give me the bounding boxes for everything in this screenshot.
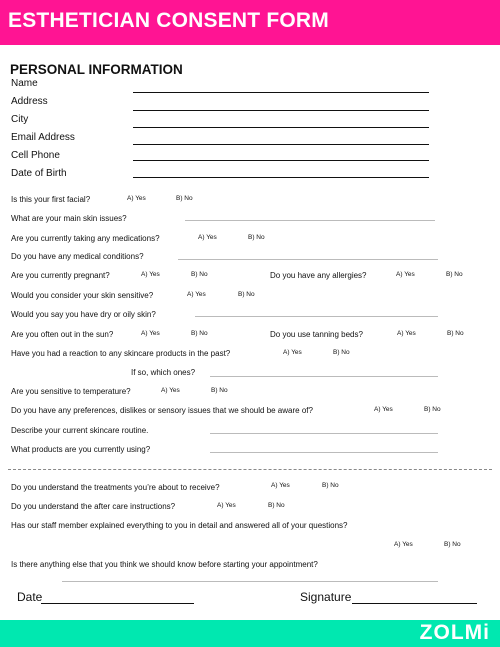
routine-answer[interactable] (210, 433, 438, 434)
preferences-question: Do you have any preferences, dislikes or sensory issues that we should be aware of? (11, 406, 313, 415)
products-answer[interactable] (210, 452, 438, 453)
allergies-question: Do you have any allergies? (270, 271, 367, 280)
address-field[interactable] (133, 110, 429, 111)
brand-logo: ZOLMi (419, 621, 490, 644)
temperature-yes[interactable]: A) Yes (161, 387, 180, 394)
reaction-question: Have you had a reaction to any skincare products in the past? (11, 349, 231, 358)
dob-field[interactable] (133, 177, 429, 178)
section-divider (8, 469, 492, 470)
which-ones-question: If so, which ones? (131, 368, 196, 377)
city-label: City (11, 114, 29, 125)
understand-treatments-question: Do you understand the treatments you’re about to receive? (11, 483, 220, 492)
anything-else-question: Is there anything else that you think we should know before starting your appointment? (11, 560, 318, 569)
dob-label: Date of Birth (11, 168, 67, 179)
allergies-yes[interactable]: A) Yes (396, 271, 415, 278)
personal-info-heading: PERSONAL INFORMATION (10, 62, 183, 77)
temperature-question: Are you sensitive to temperature? (11, 387, 131, 396)
signature-label: Signature (300, 590, 352, 604)
staff-explained-question: Has our staff member explained everything to you in detail and answered all of your questions? (11, 521, 348, 530)
sun-no[interactable]: B) No (191, 330, 208, 337)
name-field[interactable] (133, 92, 429, 93)
medications-question: Are you currently taking any medications? (11, 234, 160, 243)
tanning-yes[interactable]: A) Yes (397, 330, 416, 337)
first-facial-no[interactable]: B) No (176, 195, 193, 202)
medical-conditions-question: Do you have any medical conditions? (11, 252, 144, 261)
understand-treatments-yes[interactable]: A) Yes (271, 482, 290, 489)
sensitive-skin-yes[interactable]: A) Yes (187, 291, 206, 298)
reaction-no[interactable]: B) No (333, 349, 350, 356)
first-facial-yes[interactable]: A) Yes (127, 195, 146, 202)
staff-explained-no[interactable]: B) No (444, 541, 461, 548)
sun-yes[interactable]: A) Yes (141, 330, 160, 337)
email-label: Email Address (11, 132, 75, 143)
reaction-yes[interactable]: A) Yes (283, 349, 302, 356)
dry-oily-answer[interactable] (195, 316, 438, 317)
understand-aftercare-no[interactable]: B) No (268, 502, 285, 509)
city-field[interactable] (133, 127, 429, 128)
pregnant-question: Are you currently pregnant? (11, 271, 110, 280)
preferences-yes[interactable]: A) Yes (374, 406, 393, 413)
dry-oily-question: Would you say you have dry or oily skin? (11, 310, 156, 319)
products-question: What products are you currently using? (11, 445, 151, 454)
cell-phone-label: Cell Phone (11, 150, 60, 161)
skin-issues-question: What are your main skin issues? (11, 214, 127, 223)
address-label: Address (11, 96, 48, 107)
date-label: Date (17, 590, 43, 604)
form-header (0, 0, 500, 45)
understand-treatments-no[interactable]: B) No (322, 482, 339, 489)
sensitive-skin-question: Would you consider your skin sensitive? (11, 291, 154, 300)
pregnant-no[interactable]: B) No (191, 271, 208, 278)
date-field[interactable] (41, 603, 194, 604)
staff-explained-yes[interactable]: A) Yes (394, 541, 413, 548)
sun-question: Are you often out in the sun? (11, 330, 114, 339)
pregnant-yes[interactable]: A) Yes (141, 271, 160, 278)
medications-yes[interactable]: A) Yes (198, 234, 217, 241)
understand-aftercare-yes[interactable]: A) Yes (217, 502, 236, 509)
which-ones-answer[interactable] (210, 376, 438, 377)
first-facial-question: Is this your first facial? (11, 195, 91, 204)
routine-question: Describe your current skincare routine. (11, 426, 149, 435)
skin-issues-answer[interactable] (185, 220, 435, 221)
anything-else-answer[interactable] (62, 581, 438, 582)
tanning-no[interactable]: B) No (447, 330, 464, 337)
form-title: ESTHETICIAN CONSENT FORM (8, 9, 329, 32)
signature-field[interactable] (352, 603, 477, 604)
preferences-no[interactable]: B) No (424, 406, 441, 413)
cell-phone-field[interactable] (133, 160, 429, 161)
sensitive-skin-no[interactable]: B) No (238, 291, 255, 298)
name-label: Name (11, 78, 38, 89)
understand-aftercare-question: Do you understand the after care instructions? (11, 502, 176, 511)
allergies-no[interactable]: B) No (446, 271, 463, 278)
medical-conditions-answer[interactable] (178, 259, 438, 260)
temperature-no[interactable]: B) No (211, 387, 228, 394)
tanning-question: Do you use tanning beds? (270, 330, 363, 339)
email-field[interactable] (133, 144, 429, 145)
medications-no[interactable]: B) No (248, 234, 265, 241)
